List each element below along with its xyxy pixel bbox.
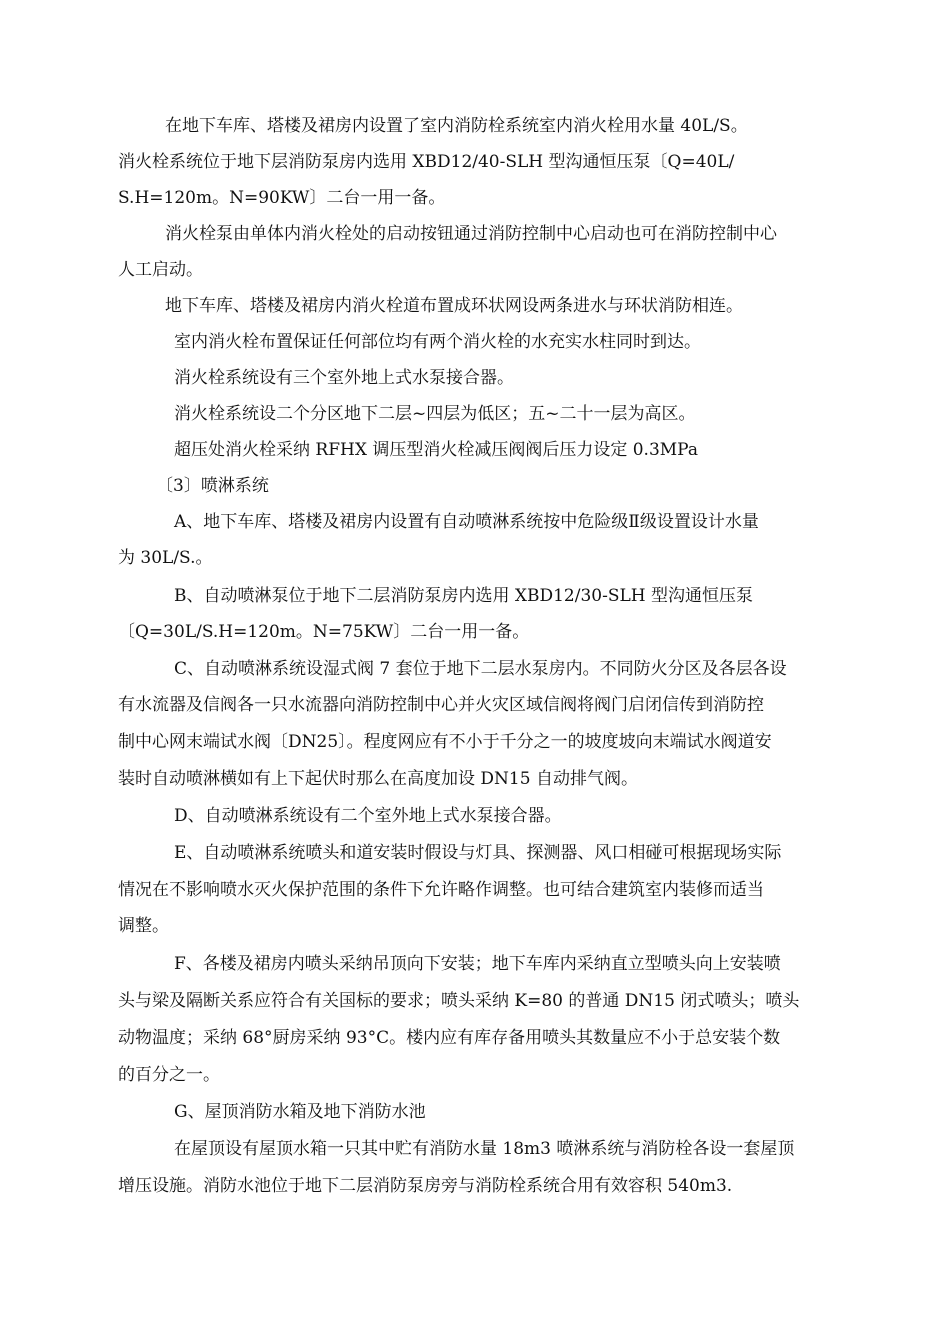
text-line: 地下车库、塔楼及裙房内消火栓道布置成环状网设两条进水与环状消防相连。 [165, 296, 743, 316]
text-line: 在地下车库、塔楼及裙房内设置了室内消防栓系统室内消火栓用水量 40L/S。 [165, 116, 748, 136]
section-heading: 〔3〕喷淋系统 [156, 476, 269, 496]
text-line: 消火栓系统位于地下层消防泵房内选用 XBD12/40-SLH 型沟通恒压泵〔Q=40L/ [118, 152, 735, 172]
text-line: 动物温度；采纳 68°厨房采纳 93°C。楼内应有库存备用喷头其数量应不小于总安装个数 [118, 1028, 781, 1048]
text-line: 人工启动。 [118, 260, 203, 280]
text-line: A、地下车库、塔楼及裙房内设置有自动喷淋系统按中危险级Ⅱ级设置设计水量 [174, 512, 759, 532]
text-line: 消火栓泵由单体内消火栓处的启动按钮通过消防控制中心启动也可在消防控制中心 [165, 224, 777, 244]
text-line: 装时自动喷淋横如有上下起伏时那么在高度加设 DN15 自动排气阀。 [118, 769, 638, 789]
text-line: 的百分之一。 [118, 1065, 220, 1085]
text-line: 调整。 [118, 916, 169, 936]
text-line: 在屋顶设有屋顶水箱一只其中贮有消防水量 18m3 喷淋系统与消防栓各设一套屋顶 [174, 1139, 795, 1159]
text-line: E、自动喷淋系统喷头和道安装时假设与灯具、探测器、风口相碰可根据现场实际 [174, 843, 782, 863]
text-line: 制中心网末端试水阀〔DN25〕。程度网应有不小于千分之一的坡度坡向末端试水阀道安 [118, 732, 772, 752]
text-line: 〔Q=30L/S.H=120m。N=75KW〕二台一用一备。 [118, 622, 530, 642]
text-line: 为 30L/S.。 [118, 548, 213, 568]
text-line: 超压处消火栓采纳 RFHX 调压型消火栓减压阀阀后压力设定 0.3MPa [174, 440, 698, 460]
text-line: F、各楼及裙房内喷头采纳吊顶向下安装；地下车库内采纳直立型喷头向上安装喷 [174, 954, 781, 974]
text-line: G、屋顶消防水箱及地下消防水池 [174, 1102, 426, 1122]
text-line: 消火栓系统设二个分区地下二层~四层为低区；五~二十一层为高区。 [174, 404, 696, 424]
text-line: S.H=120m。N=90KW〕二台一用一备。 [118, 188, 446, 208]
text-line: 有水流器及信阀各一只水流器向消防控制中心并火灾区域信阀将阀门启闭信传到消防控 [118, 695, 764, 715]
text-line: 头与梁及隔断关系应符合有关国标的要求；喷头采纳 K=80 的普通 DN15 闭式喷头；喷头 [118, 991, 800, 1011]
text-line: 增压设施。消防水池位于地下二层消防泵房旁与消防栓系统合用有效容积 540m3. [118, 1176, 733, 1196]
text-line: 室内消火栓布置保证任何部位均有两个消火栓的水充实水柱同时到达。 [174, 332, 701, 352]
text-line: C、自动喷淋系统设湿式阀 7 套位于地下二层水泵房内。不同防火分区及各层各设 [174, 659, 787, 679]
text-line: 情况在不影响喷水灭火保护范围的条件下允许略作调整。也可结合建筑室内装修而适当 [118, 880, 764, 900]
text-line: 消火栓系统设有三个室外地上式水泵接合器。 [174, 368, 514, 388]
text-line: D、自动喷淋系统设有二个室外地上式水泵接合器。 [174, 806, 562, 826]
text-line: B、自动喷淋泵位于地下二层消防泵房内选用 XBD12/30-SLH 型沟通恒压泵 [174, 586, 754, 606]
